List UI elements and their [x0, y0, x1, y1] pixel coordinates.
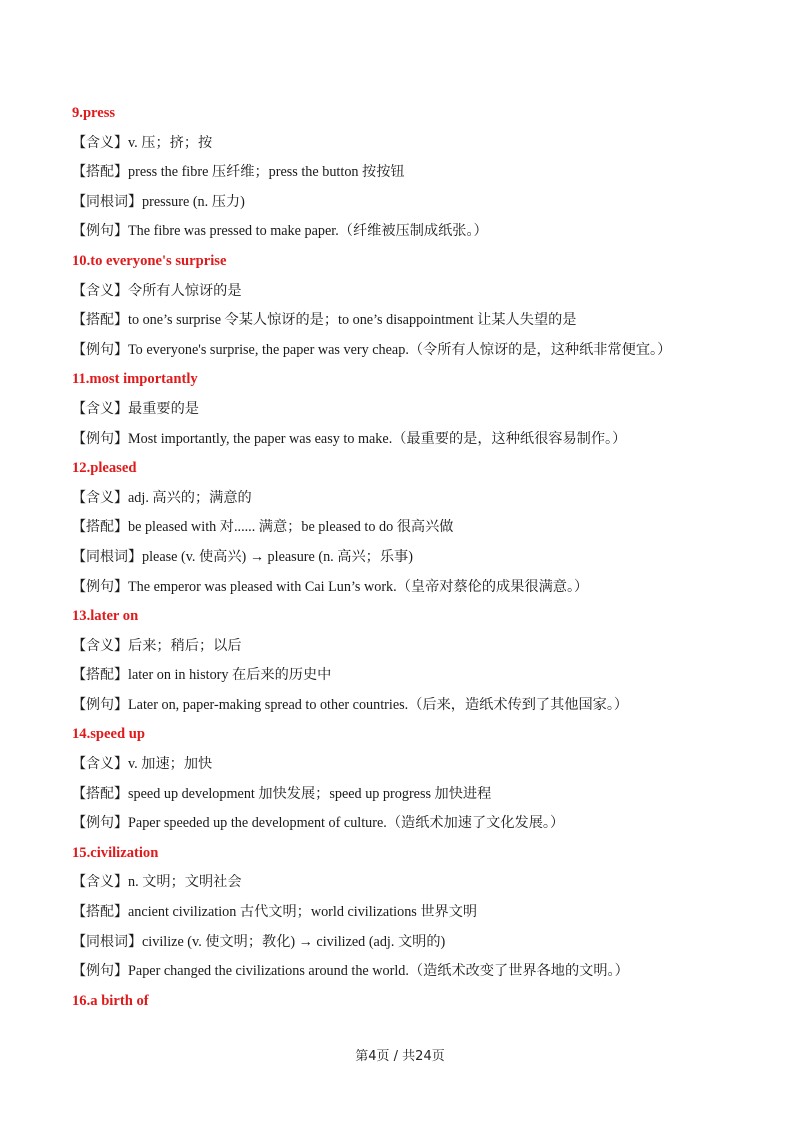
entry-text: The fibre was pressed to make paper.（纤维被压制成纸张。）	[128, 223, 488, 240]
entry-text: 最重要的是	[128, 400, 199, 417]
entry-text: 令所有人惊讶的是	[128, 282, 242, 299]
entry-text: Most importantly, the paper was easy to make.（最重要的是，这种纸很容易制作。）	[128, 430, 627, 447]
entry-text: civilize (v. 使文明；教化) → civilized (adj. 文明的)	[142, 933, 446, 950]
entry-heading: 10.to everyone's surprise	[72, 252, 227, 269]
document-body	[72, 99, 752, 1016]
entry-line	[72, 395, 752, 425]
entry-text: speed up development 加快发展；speed up progress 加快进程	[128, 785, 492, 802]
entry-line	[72, 573, 752, 603]
entry-text: press the fibre 压纤维；press the button 按按钮	[128, 164, 405, 181]
entry-text: Paper speeded up the development of culture.（造纸术加速了文化发展。）	[128, 815, 565, 832]
entry-text: To everyone's surprise, the paper was very cheap.（令所有人惊讶的是，这种纸非常便宜。）	[128, 341, 672, 358]
entry-label: 【含义】	[72, 134, 128, 151]
entry-line	[72, 780, 752, 810]
entry-line	[72, 809, 752, 839]
entry-line	[72, 158, 752, 188]
entry-text: later on in history 在后来的历史中	[128, 667, 332, 684]
entry-line	[72, 898, 752, 928]
entry-line	[72, 306, 752, 336]
entry-label: 【例句】	[72, 815, 128, 832]
entry-line	[72, 188, 752, 218]
entry-label: 【含义】	[72, 282, 128, 299]
entry-text: Later on, paper-making spread to other countries.（后来，造纸术传到了其他国家。）	[128, 696, 629, 713]
entry-heading: 14.speed up	[72, 726, 145, 743]
entry-line	[72, 484, 752, 514]
entry-label: 【例句】	[72, 578, 128, 595]
entry-label: 【含义】	[72, 400, 128, 417]
entry-label: 【例句】	[72, 223, 128, 240]
entry-text: adj. 高兴的；满意的	[128, 489, 252, 506]
entry-line	[72, 277, 752, 307]
entry-text: be pleased with 对...... 满意；be pleased to do 很高兴做	[128, 519, 454, 536]
entry-line	[72, 957, 752, 987]
entry-label: 【搭配】	[72, 312, 128, 329]
entry-label: 【搭配】	[72, 164, 128, 181]
entry-label: 【含义】	[72, 756, 128, 773]
entry-line	[72, 425, 752, 455]
entry-line	[72, 543, 752, 573]
entry-line	[72, 513, 752, 543]
entry-heading: 15.civilization	[72, 844, 159, 861]
entry-line	[72, 129, 752, 159]
entry-label: 【搭配】	[72, 519, 128, 536]
entry-label: 【例句】	[72, 341, 128, 358]
entry-text: 后来；稍后；以后	[128, 637, 242, 654]
entry-text: to one’s surprise 令某人惊讶的是；to one’s disappointment 让某人失望的是	[128, 312, 577, 329]
entry-heading: 11.most importantly	[72, 371, 198, 388]
entry-line	[72, 632, 752, 662]
entry-label: 【例句】	[72, 430, 128, 447]
entry-text: pressure (n. 压力)	[142, 193, 245, 210]
entry-heading: 9.press	[72, 105, 116, 121]
entry-text: ancient civilization 古代文明；world civilizations 世界文明	[128, 904, 478, 921]
entry-line	[72, 691, 752, 721]
entry-line	[72, 336, 752, 366]
entry-line	[72, 928, 752, 958]
entry-heading: 16.a birth of	[72, 992, 149, 1009]
entry-label: 【例句】	[72, 963, 128, 980]
entry-text: n. 文明；文明社会	[128, 874, 242, 891]
entry-text: The emperor was pleased with Cai Lun’s work.（皇帝对蔡伦的成果很满意。）	[128, 578, 589, 595]
entry-label: 【搭配】	[72, 904, 128, 921]
page-footer: 第4页 / 共24页	[355, 1049, 445, 1064]
entry-label: 【同根词】	[72, 933, 142, 950]
entry-heading: 12.pleased	[72, 460, 137, 477]
entry-label: 【搭配】	[72, 667, 128, 684]
entry-label: 【含义】	[72, 874, 128, 891]
entry-label: 【同根词】	[72, 193, 142, 210]
entry-text: Paper changed the civilizations around the world.（造纸术改变了世界各地的文明。）	[128, 963, 629, 980]
entry-line	[72, 868, 752, 898]
entry-heading: 13.later on	[72, 608, 139, 625]
entry-text: please (v. 使高兴) → pleasure (n. 高兴；乐事)	[142, 548, 413, 565]
entry-label: 【同根词】	[72, 548, 142, 565]
entry-label: 【例句】	[72, 696, 128, 713]
entry-line	[72, 661, 752, 691]
entry-text: v. 加速；加快	[128, 756, 213, 773]
entry-label: 【含义】	[72, 637, 128, 654]
entry-text: v. 压；挤；按	[128, 134, 213, 151]
entry-label: 【搭配】	[72, 785, 128, 802]
entry-line	[72, 217, 752, 247]
entry-label: 【含义】	[72, 489, 128, 506]
entry-line	[72, 750, 752, 780]
